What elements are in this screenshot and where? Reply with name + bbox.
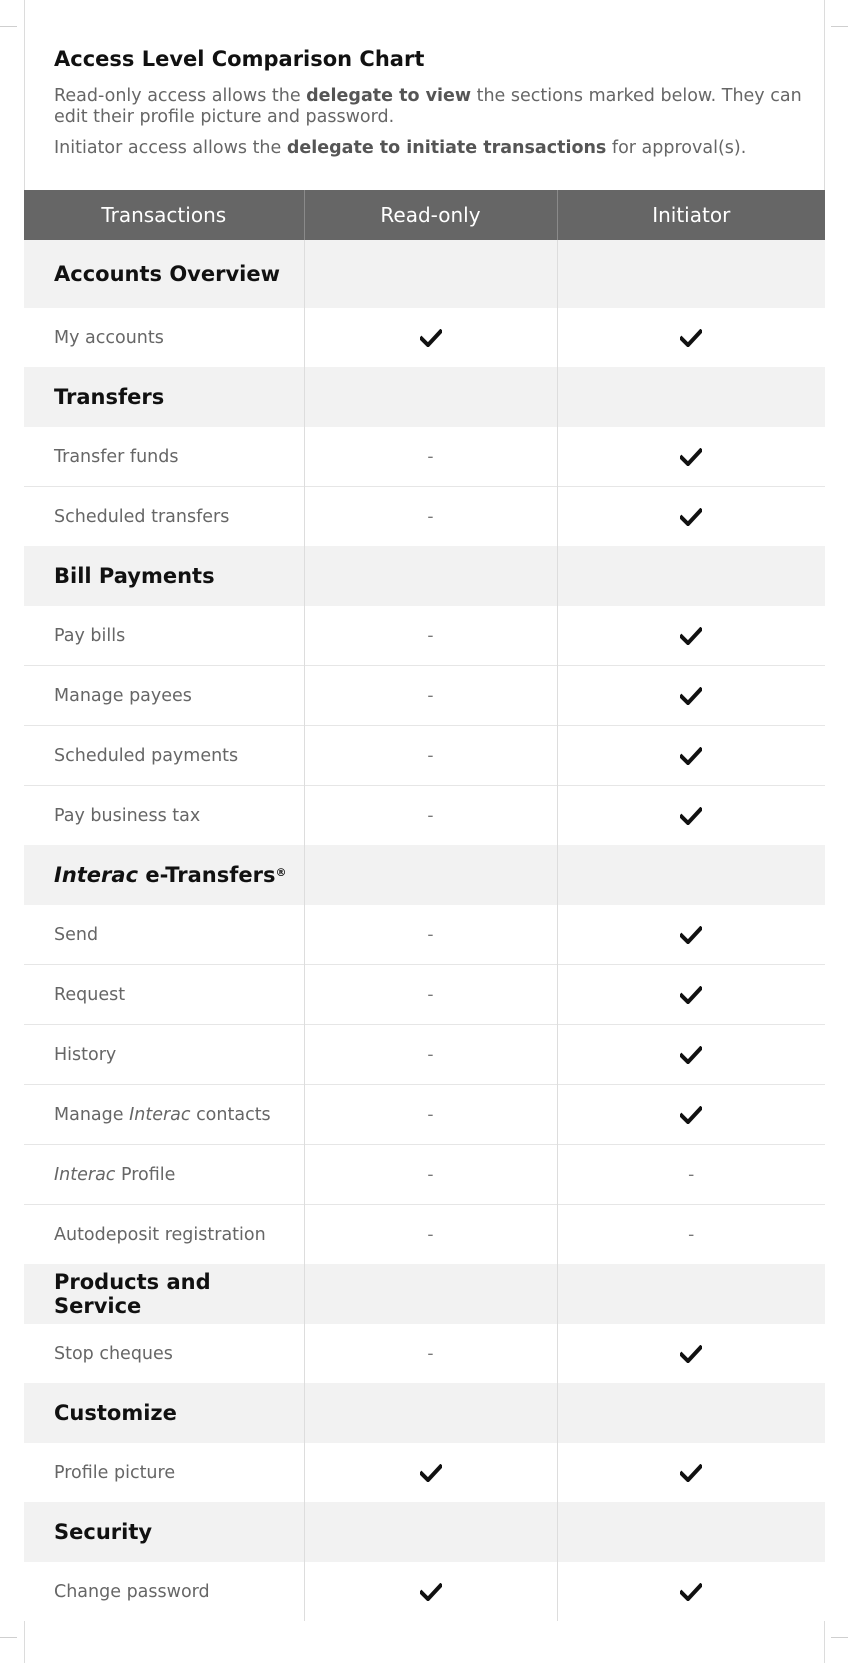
- readonly-description: Read-only access allows the delegate to view the sections marked below. They can edit their profile picture and password.: [54, 86, 802, 127]
- check-icon: [680, 508, 702, 526]
- transaction-label: Scheduled transfers: [24, 487, 304, 547]
- table-row: [24, 666, 825, 726]
- dash-mark: -: [427, 625, 434, 646]
- read-only-cell: [304, 1562, 557, 1621]
- read-only-cell: [304, 965, 557, 1025]
- dash-mark: -: [688, 1224, 695, 1245]
- initiator-cell: [557, 1085, 825, 1145]
- section-row: [24, 845, 825, 905]
- read-only-cell: [304, 308, 557, 367]
- initiator-cell: [557, 905, 825, 965]
- section-title: Transfers: [24, 367, 304, 427]
- read-only-cell: [304, 666, 557, 726]
- table-row: [24, 1324, 825, 1383]
- read-only-cell: [304, 487, 557, 547]
- dash-mark: -: [427, 924, 434, 945]
- read-only-cell: [304, 1085, 557, 1145]
- check-icon: [680, 448, 702, 466]
- section-row: [24, 367, 825, 427]
- dash-mark: -: [427, 805, 434, 826]
- table-row: [24, 726, 825, 786]
- crop-mark: [0, 1637, 17, 1638]
- check-icon: [680, 1345, 702, 1363]
- table-row: [24, 606, 825, 666]
- transaction-label: Stop cheques: [24, 1324, 304, 1383]
- table-row: [24, 905, 825, 965]
- dash-mark: -: [427, 1343, 434, 1364]
- read-only-cell: [304, 1145, 557, 1205]
- initiator-description: Initiator access allows the delegate to initiate transactions for approval(s).: [54, 138, 747, 158]
- table-row: [24, 1085, 825, 1145]
- section-row: [24, 546, 825, 606]
- check-icon: [680, 747, 702, 765]
- check-icon: [680, 1106, 702, 1124]
- check-icon: [420, 1583, 442, 1601]
- dash-mark: -: [427, 1104, 434, 1125]
- dash-mark: -: [427, 1044, 434, 1065]
- section-row: [24, 240, 825, 308]
- table-row: [24, 1145, 825, 1205]
- section-title: Customize: [24, 1383, 304, 1443]
- access-comparison-table: [24, 190, 825, 1621]
- transaction-label: Manage payees: [24, 666, 304, 726]
- table-row: [24, 786, 825, 846]
- crop-mark: [831, 26, 848, 27]
- transaction-label: Interac Profile: [24, 1145, 304, 1205]
- dash-mark: -: [427, 446, 434, 467]
- table-row: [24, 427, 825, 487]
- table-row: [24, 1562, 825, 1621]
- initiator-cell: [557, 1025, 825, 1085]
- initiator-cell: [557, 666, 825, 726]
- initiator-cell: [557, 427, 825, 487]
- check-icon: [680, 329, 702, 347]
- check-icon: [680, 1583, 702, 1601]
- section-title: Interac e-Transfers®: [24, 845, 304, 905]
- check-icon: [420, 329, 442, 347]
- section-title: Accounts Overview: [24, 240, 304, 308]
- check-icon: [420, 1464, 442, 1482]
- transaction-label: Send: [24, 905, 304, 965]
- dash-mark: -: [427, 1164, 434, 1185]
- transaction-label: Profile picture: [24, 1443, 304, 1502]
- dash-mark: -: [427, 984, 434, 1005]
- initiator-cell: [557, 487, 825, 547]
- transaction-label: Change password: [24, 1562, 304, 1621]
- transaction-label: Autodeposit registration: [24, 1205, 304, 1265]
- initiator-cell: [557, 1145, 825, 1205]
- initiator-cell: [557, 308, 825, 367]
- read-only-cell: [304, 606, 557, 666]
- dash-mark: -: [688, 1164, 695, 1185]
- initiator-cell: [557, 726, 825, 786]
- transaction-label: My accounts: [24, 308, 304, 367]
- check-icon: [680, 687, 702, 705]
- section-row: [24, 1383, 825, 1443]
- initiator-cell: [557, 1443, 825, 1502]
- check-icon: [680, 1046, 702, 1064]
- section-row: [24, 1264, 825, 1324]
- transaction-label: Request: [24, 965, 304, 1025]
- read-only-cell: [304, 726, 557, 786]
- initiator-cell: [557, 965, 825, 1025]
- check-icon: [680, 1464, 702, 1482]
- table-header-row: [24, 190, 825, 240]
- initiator-cell: [557, 1324, 825, 1383]
- transaction-label: Pay bills: [24, 606, 304, 666]
- transaction-label: Manage Interac contacts: [24, 1085, 304, 1145]
- dash-mark: -: [427, 1224, 434, 1245]
- chart-header: [54, 44, 804, 169]
- dash-mark: -: [427, 685, 434, 706]
- initiator-cell: [557, 1205, 825, 1265]
- dash-mark: -: [427, 506, 434, 527]
- read-only-cell: [304, 1205, 557, 1265]
- column-header-read-only: Read-only: [304, 190, 557, 240]
- section-title: Security: [24, 1502, 304, 1562]
- table-row: [24, 965, 825, 1025]
- read-only-cell: [304, 1324, 557, 1383]
- transaction-label: Scheduled payments: [24, 726, 304, 786]
- section-title: Bill Payments: [24, 546, 304, 606]
- table-row: [24, 1025, 825, 1085]
- table-body: [24, 240, 825, 1621]
- crop-mark: [0, 26, 17, 27]
- column-header-initiator: Initiator: [557, 190, 825, 240]
- read-only-cell: [304, 786, 557, 846]
- check-icon: [680, 807, 702, 825]
- column-header-transactions: Transactions: [24, 190, 304, 240]
- table-row: [24, 487, 825, 547]
- crop-mark: [831, 1637, 848, 1638]
- dash-mark: -: [427, 745, 434, 766]
- read-only-cell: [304, 427, 557, 487]
- initiator-cell: [557, 1562, 825, 1621]
- page-title: Access Level Comparison Chart: [54, 47, 425, 71]
- read-only-cell: [304, 905, 557, 965]
- table-row: [24, 1443, 825, 1502]
- check-icon: [680, 627, 702, 645]
- section-title: Products and Service: [24, 1264, 304, 1324]
- initiator-cell: [557, 606, 825, 666]
- read-only-cell: [304, 1025, 557, 1085]
- initiator-cell: [557, 786, 825, 846]
- transaction-label: Transfer funds: [24, 427, 304, 487]
- read-only-cell: [304, 1443, 557, 1502]
- check-icon: [680, 926, 702, 944]
- transaction-label: Pay business tax: [24, 786, 304, 846]
- check-icon: [680, 986, 702, 1004]
- table-row: [24, 1205, 825, 1265]
- table-row: [24, 308, 825, 367]
- transaction-label: History: [24, 1025, 304, 1085]
- section-row: [24, 1502, 825, 1562]
